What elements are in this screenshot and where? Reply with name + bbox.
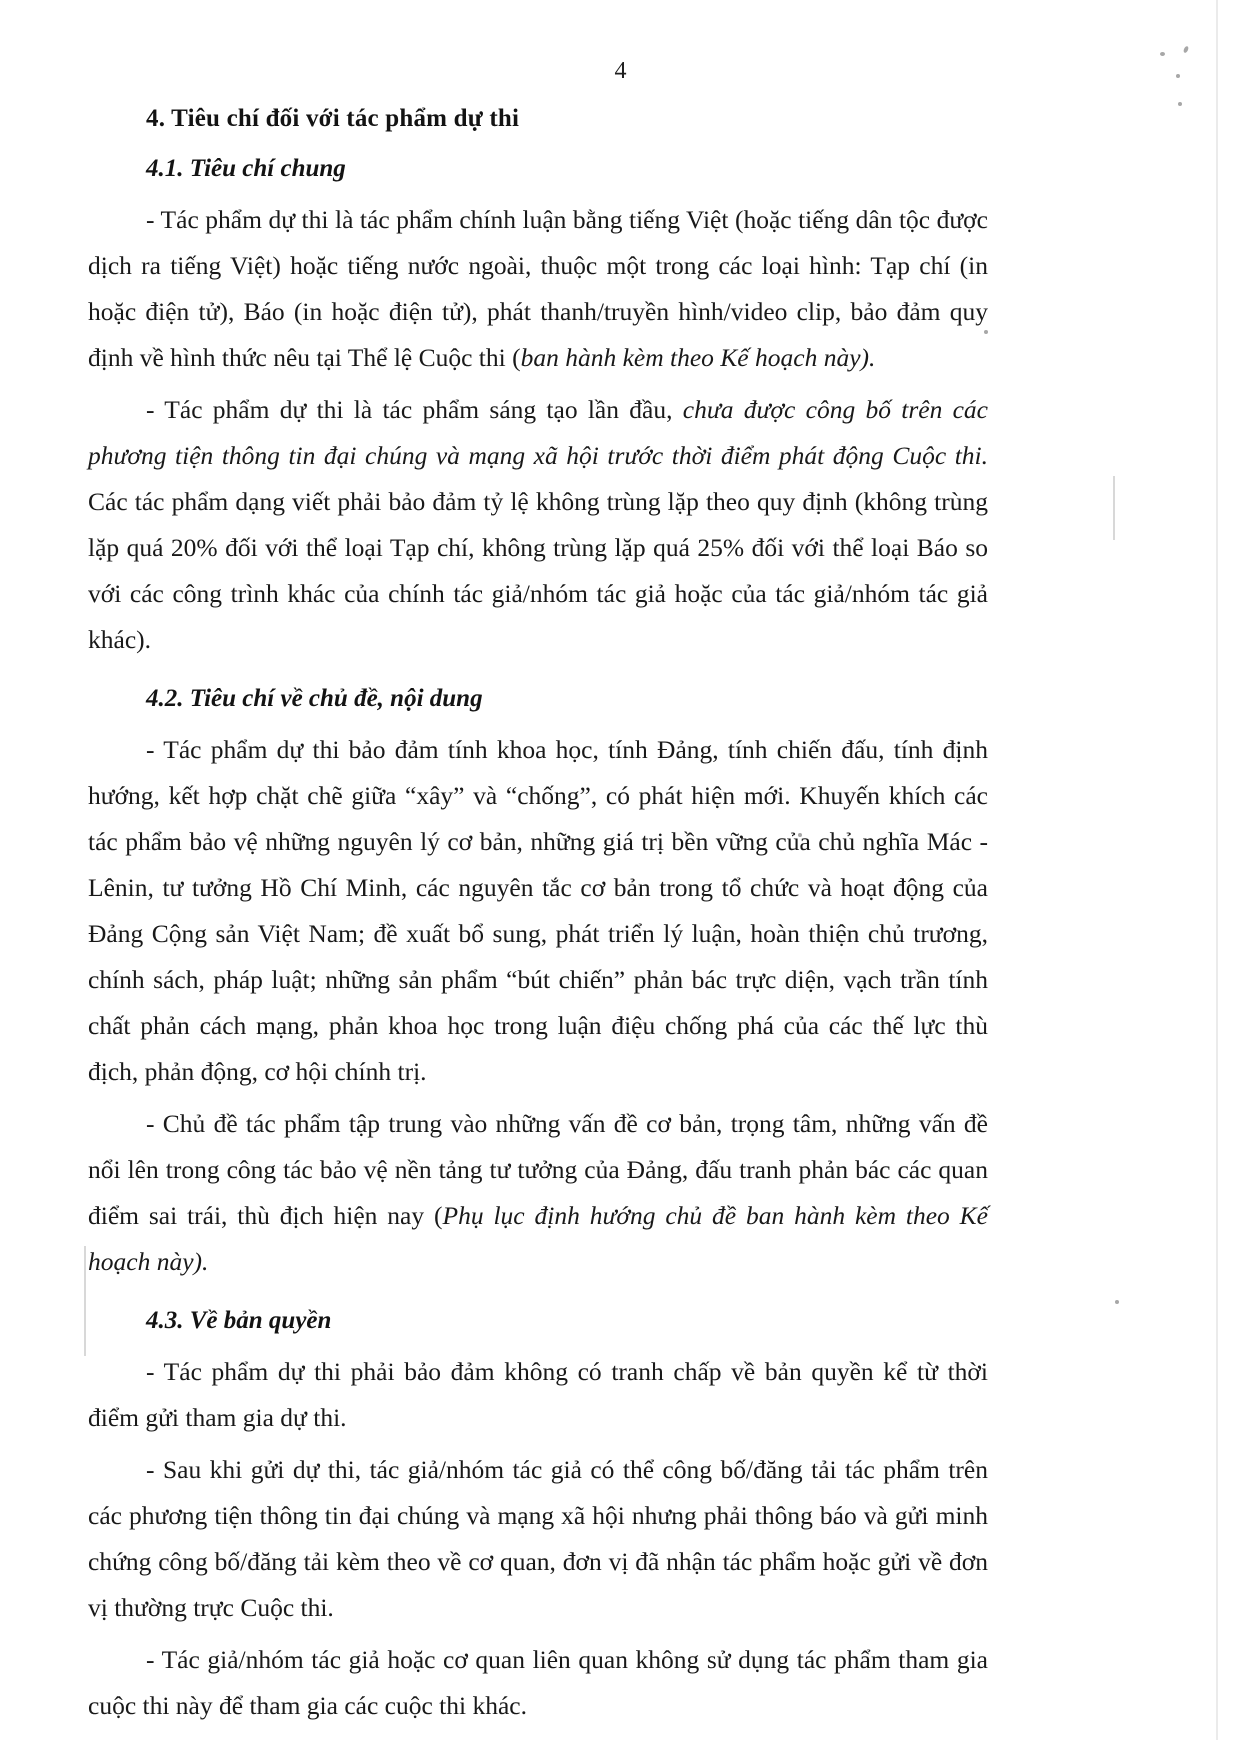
text-run-italic: chưa được công bố trên các phương tiện thông tin đại chúng và mạng xã hội trước thời điểm phát động Cuộc thi. [88,395,989,470]
text-run: - Tác phẩm dự thi là tác phẩm chính luận bằng tiếng Việt (hoặc tiếng dân tộc được dịch ra tiếng Việt) hoặc tiếng nước ngoài, thuộc một trong các loại hình: Tạp chí (in hoặc điện tử), Báo (in hoặc điện tử), phát thanh/truyền hình/video clip, bảo đảm quy định về hình thức nêu tại Thể lệ Cuộc thi ( [88,205,988,372]
section-4-1-heading: 4.1. Tiêu chí chung [146,155,346,182]
paragraph-4-2-2 [88,1101,988,1285]
paragraph-4-3-3 [88,1637,988,1729]
scan-speck [1183,45,1190,53]
text-run: - Tác phẩm dự thi phải bảo đảm không có tranh chấp về bản quyền kể từ thời điểm gửi tham gia dự thi. [88,1357,988,1432]
page-number: 4 [614,58,627,84]
text-run: - Sau khi gửi dự thi, tác giả/nhóm tác giả có thể công bố/đăng tải tác phẩm trên các phương tiện thông tin đại chúng và mạng xã hội nhưng phải thông báo và gửi minh chứng công bố/đăng tải kèm theo về cơ quan, đơn vị đã nhận tác phẩm hoặc gửi về đơn vị thường trực Cuộc thi. [88,1455,988,1622]
paragraph-4-3-1 [88,1349,988,1441]
scan-speck [1176,74,1180,78]
section-4-heading: 4. Tiêu chí đối với tác phẩm dự thi [146,105,520,132]
scan-speck [1160,52,1165,56]
text-run: - Tác phẩm dự thi là tác phẩm sáng tạo lần đầu, [146,395,683,424]
text-run-italic: ban hành kèm theo Kế hoạch này). [520,343,876,372]
section-4-3-heading: 4.3. Về bản quyền [146,1307,332,1334]
scan-edge-line [1113,476,1115,540]
text-run: - Tác phẩm dự thi bảo đảm tính khoa học, tính Đảng, tính chiến đấu, tính định hướng, kết hợp chặt chẽ giữa “xây” và “chống”, có phát hiện mới. Khuyến khích các tác phẩm bảo vệ những nguyên lý cơ bản, những giá trị bền vững của chủ nghĩa Mác - Lênin, tư tưởng Hồ Chí Minh, các nguyên tắc cơ bản trong tổ chức và hoạt động của Đảng Cộng sản Việt Nam; đề xuất bổ sung, phát triển lý luận, hoàn thiện chủ trương, chính sách, pháp luật; những sản phẩm “bút chiến” phản bác trực diện, vạch trần tính chất phản cách mạng, phản khoa học trong luận điệu chống phá của các thế lực thù địch, phản động, cơ hội chính trị. [88,735,988,1086]
scan-speck [1178,102,1182,106]
scan-speck [1115,1300,1119,1304]
document-body [88,105,988,1735]
text-run: - Chủ đề tác phẩm tập trung vào những vấn đề cơ bản, trọng tâm, những vấn đề nổi lên trong công tác bảo vệ nền tảng tư tưởng của Đảng, đấu tranh phản bác các quan điểm sai trái, thù địch hiện nay ( [88,1109,988,1230]
scan-edge-line [1216,0,1218,1740]
paragraph-4-1-2 [88,387,988,663]
text-run: - Tác giả/nhóm tác giả hoặc cơ quan liên quan không sử dụng tác phẩm tham gia cuộc thi này để tham gia các cuộc thi khác. [88,1645,988,1720]
section-4-2-heading: 4.2. Tiêu chí về chủ đề, nội dung [146,685,483,712]
paragraph-4-1-1 [88,197,988,381]
paragraph-4-3-2 [88,1447,988,1631]
paragraph-4-2-1 [88,727,988,1095]
scan-edge-line [84,1246,86,1356]
text-run-italic: Phụ lục định hướng chủ đề ban hành kèm theo Kế hoạch này). [88,1201,988,1276]
text-run: Các tác phẩm dạng viết phải bảo đảm tỷ lệ không trùng lặp theo quy định (không trùng lặp quá 20% đối với thể loại Tạp chí, không trùng lặp quá 25% đối với thể loại Báo so với các công trình khác của chính tác giả/nhóm tác giả hoặc của tác giả/nhóm tác giả khác). [88,487,988,654]
